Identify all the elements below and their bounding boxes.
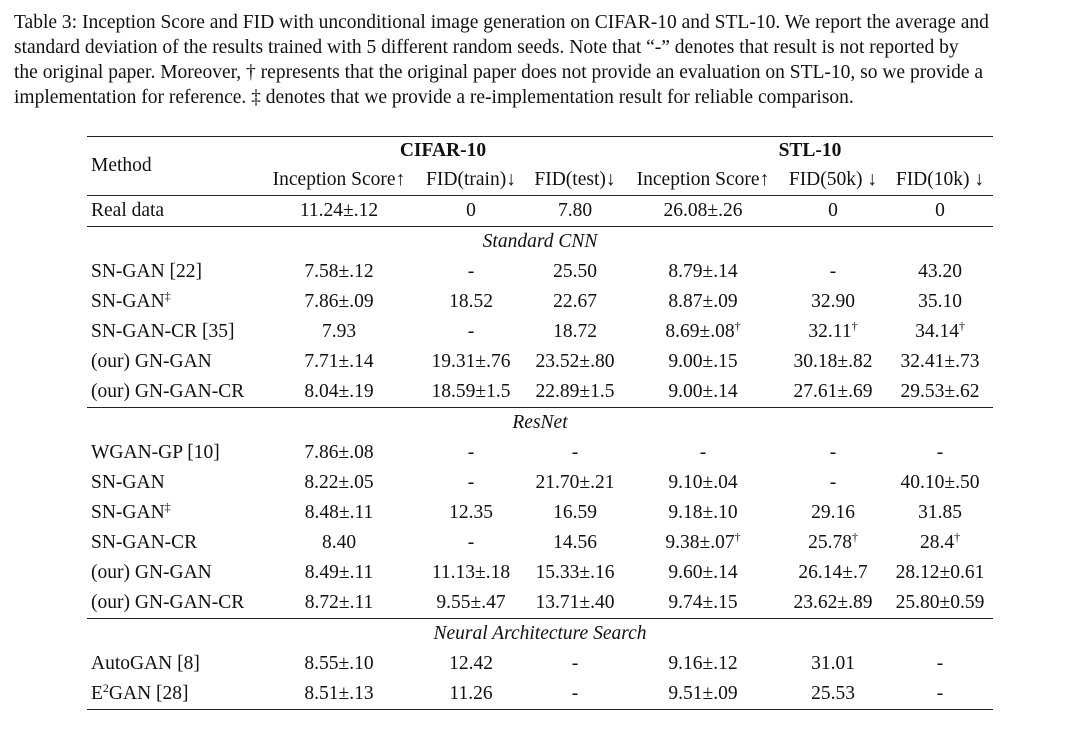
table-row	[87, 377, 993, 408]
value-cell: 29.16	[811, 502, 855, 523]
value-cell: 31.01	[811, 653, 855, 674]
method-cell: Real data	[91, 200, 165, 221]
value-cell: 7.80	[557, 200, 593, 221]
value-cell: -	[936, 442, 944, 463]
value-text: 28.4	[919, 532, 955, 553]
section-header-row	[87, 408, 993, 439]
value-cell: 28.12±0.61	[895, 562, 985, 583]
table-row	[87, 679, 993, 710]
value-cell: 14.56	[553, 532, 597, 553]
value-cell	[627, 528, 779, 558]
value-cell: -	[467, 442, 475, 463]
caption-line: implementation for reference. ‡ denotes that we provide a re-implementation result for reliable comparison.	[14, 87, 854, 108]
value-cell: 0	[466, 200, 476, 221]
table-row	[87, 588, 993, 619]
column-header: Inception Score↑	[272, 169, 406, 190]
method-suffix: GAN [28]	[108, 683, 189, 704]
value-cell: -	[571, 653, 579, 674]
table-row	[87, 257, 993, 287]
value-cell: 9.74±.15	[668, 592, 738, 613]
method-name: SN-GAN	[91, 291, 165, 312]
table-row	[87, 317, 993, 347]
value-cell: 27.61±.69	[793, 381, 873, 402]
value-cell: 8.48±.11	[304, 502, 374, 523]
value-cell: 7.71±.14	[304, 351, 374, 372]
value-cell: 11.24±.12	[299, 200, 379, 221]
value-cell: 26.14±.7	[798, 562, 868, 583]
value-cell: 26.08±.26	[663, 200, 743, 221]
value-cell: -	[829, 472, 837, 493]
value-cell: 9.00±.15	[668, 351, 738, 372]
column-header: FID(50k) ↓	[788, 169, 878, 190]
value-cell: 32.90	[811, 291, 855, 312]
dagger-mark: †	[851, 319, 858, 333]
value-cell: -	[699, 442, 707, 463]
method-prefix: E	[91, 683, 103, 704]
value-cell: 9.10±.04	[668, 472, 738, 493]
method-cell	[87, 287, 259, 317]
method-cell: (our) GN-GAN-CR	[91, 592, 245, 613]
value-cell: 30.18±.82	[793, 351, 873, 372]
value-text: 34.14	[915, 321, 959, 342]
value-cell: 25.80±0.59	[895, 592, 985, 613]
column-header: Inception Score↑	[636, 169, 770, 190]
results-table	[87, 136, 993, 710]
value-cell: 8.22±.05	[304, 472, 374, 493]
column-header: FID(train)↓	[426, 169, 516, 190]
method-cell	[87, 679, 259, 710]
value-text: 32.11	[808, 321, 852, 342]
method-header: Method	[91, 155, 152, 176]
value-cell: 16.59	[553, 502, 597, 523]
value-cell: 0	[935, 200, 945, 221]
value-cell: 9.00±.14	[668, 381, 738, 402]
method-cell: SN-GAN	[91, 472, 165, 493]
value-cell: 13.71±.40	[535, 592, 615, 613]
dagger-mark: †	[954, 530, 961, 544]
value-cell: -	[467, 321, 475, 342]
value-cell: -	[571, 442, 579, 463]
method-cell: AutoGAN [8]	[91, 653, 200, 674]
method-name: SN-GAN	[91, 502, 165, 523]
value-cell: 8.40	[321, 532, 357, 553]
value-cell: 23.62±.89	[793, 592, 873, 613]
table-row	[87, 498, 993, 528]
value-cell: 9.55±.47	[436, 592, 506, 613]
value-cell: 18.72	[553, 321, 597, 342]
caption-line: standard deviation of the results trained with 5 different random seeds. Note that “-” denotes that result is not reported by	[14, 37, 959, 58]
double-dagger-mark: ‡	[164, 289, 171, 303]
value-cell: 40.10±.50	[900, 472, 980, 493]
stl-header: STL-10	[778, 140, 842, 161]
method-cell: SN-GAN [22]	[91, 261, 203, 282]
dagger-mark: †	[734, 530, 741, 544]
table-row	[87, 438, 993, 468]
value-cell: -	[571, 683, 579, 704]
section-header-row	[87, 227, 993, 258]
method-cell	[87, 498, 259, 528]
dagger-mark: †	[851, 530, 858, 544]
method-cell: (our) GN-GAN-CR	[91, 381, 245, 402]
section-title: Neural Architecture Search	[433, 623, 647, 644]
value-cell: -	[467, 472, 475, 493]
value-cell: 29.53±.62	[900, 381, 980, 402]
value-cell: -	[467, 532, 475, 553]
value-cell: 43.20	[918, 261, 962, 282]
value-cell	[779, 317, 887, 347]
value-cell: 25.53	[811, 683, 855, 704]
method-cell: SN-GAN-CR [35]	[91, 321, 235, 342]
value-cell: 8.51±.13	[304, 683, 374, 704]
value-cell: 8.87±.09	[668, 291, 738, 312]
value-cell: 22.89±1.5	[535, 381, 615, 402]
value-cell: 9.51±.09	[668, 683, 738, 704]
value-text: 9.38±.07	[665, 532, 735, 553]
value-cell: 32.41±.73	[900, 351, 980, 372]
method-cell: SN-GAN-CR	[91, 532, 198, 553]
value-cell: 18.52	[449, 291, 493, 312]
value-cell: 35.10	[918, 291, 962, 312]
value-cell: 11.26	[449, 683, 493, 704]
value-cell: 22.67	[553, 291, 597, 312]
value-cell: 12.35	[449, 502, 493, 523]
value-cell: 8.04±.19	[304, 381, 374, 402]
method-superscript: 2	[102, 681, 109, 695]
value-cell: 8.72±.11	[304, 592, 374, 613]
value-cell: 9.18±.10	[668, 502, 738, 523]
table-row	[87, 649, 993, 679]
value-cell: 19.31±.76	[431, 351, 511, 372]
value-cell: 8.55±.10	[304, 653, 374, 674]
value-cell	[779, 528, 887, 558]
value-cell: 18.59±1.5	[431, 381, 511, 402]
column-header: FID(10k) ↓	[895, 169, 985, 190]
value-text: 25.78	[808, 532, 852, 553]
value-cell: 21.70±.21	[535, 472, 615, 493]
value-cell: 0	[828, 200, 838, 221]
value-cell: 8.49±.11	[304, 562, 374, 583]
table-row	[87, 287, 993, 317]
table-row	[87, 528, 993, 558]
table-caption	[14, 10, 1066, 110]
value-cell: 12.42	[449, 653, 493, 674]
value-cell: -	[936, 653, 944, 674]
value-cell: -	[467, 261, 475, 282]
value-cell	[887, 528, 993, 558]
value-cell: 25.50	[553, 261, 597, 282]
value-cell: 8.79±.14	[668, 261, 738, 282]
value-cell: 7.86±.08	[304, 442, 374, 463]
value-cell: 9.60±.14	[668, 562, 738, 583]
table-row	[87, 347, 993, 377]
dagger-mark: †	[734, 319, 741, 333]
table-row	[87, 558, 993, 588]
value-cell: 7.86±.09	[304, 291, 374, 312]
value-cell: 23.52±.80	[535, 351, 615, 372]
section-title: ResNet	[512, 412, 568, 433]
method-cell: (our) GN-GAN	[91, 351, 212, 372]
table-row	[87, 196, 993, 227]
section-title: Standard CNN	[482, 231, 598, 252]
table-row	[87, 468, 993, 498]
value-cell: 7.58±.12	[304, 261, 374, 282]
double-dagger-mark: ‡	[164, 500, 171, 514]
value-cell	[627, 317, 779, 347]
caption-line: the original paper. Moreover, † represents that the original paper does not provide an evaluation on STL-10, so we provide a	[14, 62, 984, 83]
value-cell: 11.13±.18	[431, 562, 511, 583]
value-cell: 31.85	[918, 502, 962, 523]
value-cell: 15.33±.16	[535, 562, 615, 583]
value-cell	[887, 317, 993, 347]
caption-line: Table 3: Inception Score and FID with unconditional image generation on CIFAR-10 and STL-10. We report the average and	[14, 12, 989, 33]
section-header-row	[87, 619, 993, 650]
dagger-mark: †	[958, 319, 965, 333]
column-header: FID(test)↓	[534, 169, 616, 190]
value-cell: 9.16±.12	[668, 653, 738, 674]
value-cell: -	[829, 442, 837, 463]
value-cell: -	[829, 261, 837, 282]
method-cell: WGAN-GP [10]	[91, 442, 220, 463]
value-cell: 7.93	[321, 321, 357, 342]
cifar-header: CIFAR-10	[399, 140, 487, 161]
method-cell: (our) GN-GAN	[91, 562, 212, 583]
value-text: 8.69±.08	[665, 321, 735, 342]
value-cell: -	[936, 683, 944, 704]
